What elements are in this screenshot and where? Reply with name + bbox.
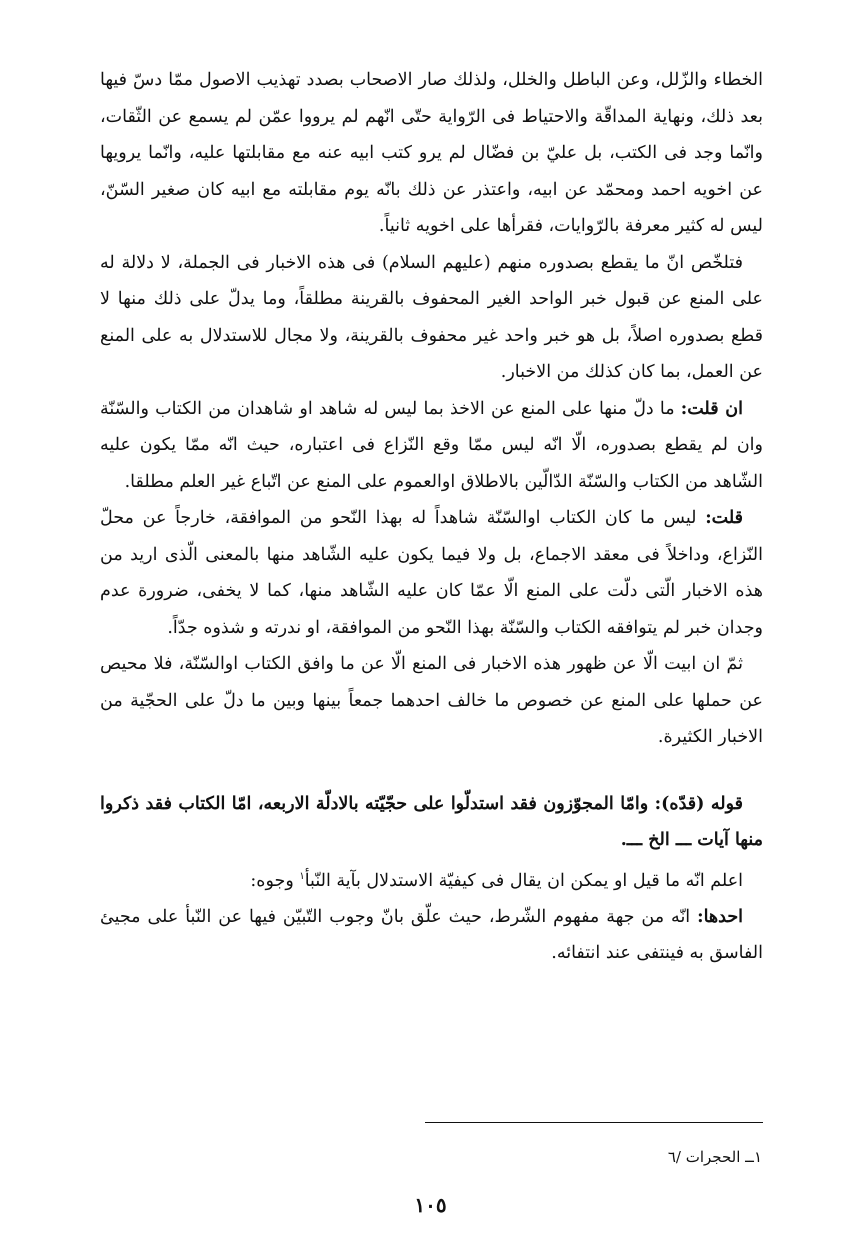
paragraph-4 [100,500,763,646]
paragraph-4-text: ليس ما كان الكتاب اوالسّنّة شاهداً له بهذا النّحو من الموافقة، خارجاً عن محلّ النّزاع، وداخلاً فى معقد الاجماع، بل ولا فيما يكون عليه الشّاهد منها بالمعنى الّذى اريد من هذه الاخبار الّتى دلّت على المنع الّا عمّا كان عليه الشّاهد منها، كما لا يخفى، ضرورة عدم وجدان خبر لم يتوافقه الكتاب والسّنّة بهذا النّحو من الموافقة، او ندرته و شذوه جدّاً. [100,508,763,638]
paragraph-1-text: الخطاء والزّلل، وعن الباطل والخلل، ولذلك صار الاصحاب بصدد تهذيب الاصول ممّا دسّ فيها بعد ذلك، ونهاية المداقّة والاحتياط فى الرّواية حتّى انّهم لم يرووا عمّن لم يسمع عن الثّقات، وانّما وجد فى الكتب، بل عليّ بن فضّال لم يرو كتب ابيه عنه مع مقابلتها عليه، وانّما يرويها عن اخويه احمد ومحمّد عن ابيه، واعتذر عن ذلك بانّه يوم مقابلته مع ابيه كان صغير السّنّ، ليس له كثير معرفة بالرّوايات، فقرأها على اخويه ثانياً. [100,70,763,236]
quote-heading-text: قوله (قدّه): وامّا المجوّزون فقد استدلّوا على حجّيّته بالادلّة الاربعه، امّا الكتاب فقد ذكروا منها آيات ـــ الخ ـــ. [100,793,763,850]
footnote-reference[interactable]: ١ [299,870,305,882]
paragraph-2-text: فتلخّص انّ ما يقطع بصدوره منهم (عليهم السلام) فى هذه الاخبار فى الجملة، لا دلالة له على المنع عن قبول خبر الواحد الغير المحفوف بالقرينة مطلقاً، وما يدلّ على ذلك منها لا قطع بصدوره اصلاً، بل هو خبر واحد غير محفوف بالقرينة، ولا مجال للاستدلال به على المنع عن العمل، بما كان كذلك من الاخبار. [100,252,763,382]
footnote: ١ــ الحجرات /٦ [667,1148,762,1166]
intro-text-before: اعلم انّه ما قيل او يمكن ان يقال فى كيفيّة الاستدلال بآية النّبأ [304,870,743,891]
paragraph-2 [100,245,763,391]
intro-text-after: وجوه: [250,870,300,891]
paragraph-1 [100,62,763,245]
body-text [100,62,763,972]
paragraph-3 [100,391,763,501]
paragraph-4-lead: قلت: [705,508,743,528]
first-point-lead: احدها: [697,906,743,927]
paragraph-3-text: ما دلّ منها على المنع عن الاخذ بما ليس له شاهد او شاهدان من الكتاب والسّنّة وان لم يقطع بصدوره، الّا انّه ليس ممّا وقع النّزاع فى اعتباره، حيث انّه ممّا يكون عليه الشّاهد من الكتاب والسّنّة الدّالّين بالاطلاق اوالعموم على المنع عن اتّباع غير العلم مطلقا. [100,398,763,492]
page-number: ١٠٥ [414,1193,447,1217]
section-gap [100,756,763,786]
paragraph-5-text: ثمّ ان ابيت الّا عن ظهور هذه الاخبار فى المنع الّا عن ما وافق الكتاب اوالسّنّة، فلا محيص عن حملها على المنع عن خصوص ما خالف احدهما جمعاً بينها وبين ما دلّ على الحجّية من الاخبار الكثيرة. [100,654,763,747]
first-point-text: انّه من جهة مفهوم الشّرط، حيث علّق بانّ وجوب التّبيّن فيها عن النّبأ على مجيئ الفاسق به فينتفى عند انتفائه. [100,906,763,964]
quote-heading [100,786,763,859]
intro-paragraph [100,859,763,899]
first-point [100,899,763,972]
paragraph-3-lead: ان قلت: [680,398,744,419]
paragraph-5 [100,646,763,756]
footnote-separator [425,1122,763,1123]
